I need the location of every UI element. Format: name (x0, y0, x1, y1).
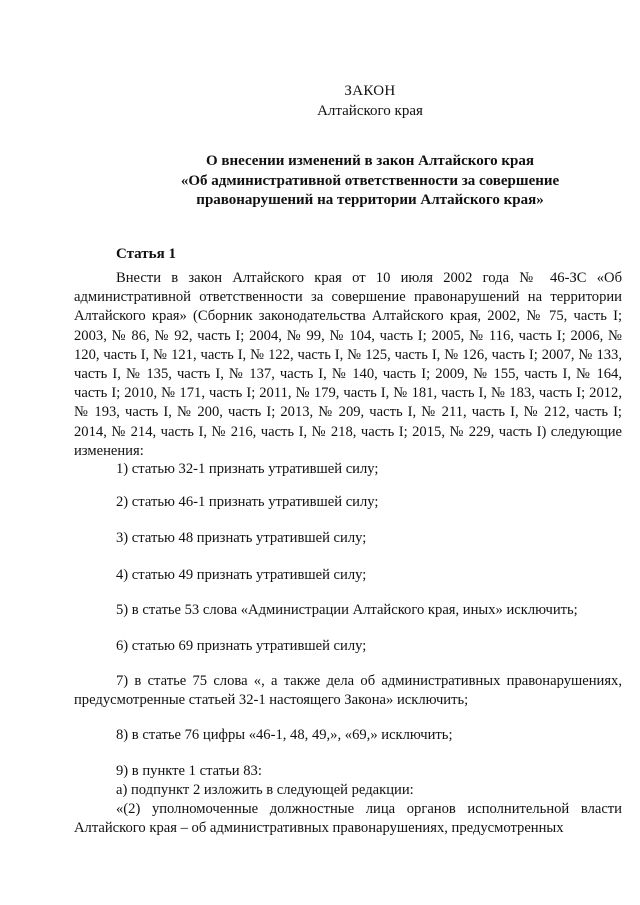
subject-line-3: правонарушений на территории Алтайского края» (196, 192, 544, 208)
list-item: 3) статью 48 признать утратившей силу; (116, 530, 367, 546)
article-heading: Статья 1 (116, 246, 176, 262)
list-item: 2) статью 46-1 признать утратившей силу; (116, 494, 379, 510)
list-item: 7) в статье 75 слова «, а также дела об административных правонарушениях, предусмотренные статьей 32-1 настоящего Закона» исключить; (74, 673, 622, 709)
list-item: 6) статью 69 признать утратившей силу; (116, 638, 367, 654)
law-title: ЗАКОН (344, 83, 396, 99)
subject-line-1: О внесении изменений в закон Алтайского края (205, 153, 535, 169)
list-item: а) подпункт 2 изложить в следующей редакции: (116, 782, 414, 798)
subject-line-2: «Об административной ответственности за совершение (180, 172, 560, 189)
article-intro-paragraph: Внести в закон Алтайского края от 10 июля 2002 года № 46-ЗС «Об административной ответственности за совершение правонарушений на территории Алтайского края» (Сборник законодательства Алтайского края, 2002, № 75, часть I; 2003, № 86, № 92, часть I; 2004, № 99, № 104, часть I; 2005, № 116, часть I; 2006, № 120, часть I, № 121, часть I, № 122, часть I, № 125, часть I, № 126, часть I; 2007, № 133, часть I, № 135, часть I, № 137, часть I, № 140, часть I; 2009, № 155, часть I, № 164, часть I; 2010, № 171, часть I; 2011, № 179, часть I, № 181, часть I, № 183, часть I; 2012, № 193, часть I, № 200, часть I; 2013, № 209, часть I, № 211, часть I, № 212, часть I; 2014, № 214, часть I, № 216, часть I, № 218, часть I; 2015, № 229, часть I) следующие изменения: (74, 270, 622, 459)
list-item: 5) в статье 53 слова «Администрации Алтайского края, иных» исключить; (116, 602, 578, 618)
list-item: «(2) уполномоченные должностные лица органов исполнительной власти Алтайского края – об административных правонарушениях, предусмотренных (74, 801, 622, 837)
list-item: 9) в пункте 1 статьи 83: (116, 763, 262, 779)
list-item: 1) статью 32-1 признать утратившей силу; (116, 461, 379, 477)
list-item: 4) статью 49 признать утратившей силу; (116, 567, 367, 583)
law-subject (50, 152, 640, 211)
list-item: 8) в статье 76 цифры «46-1, 48, 49,», «69,» исключить; (116, 727, 453, 743)
law-region: Алтайского края (317, 103, 423, 119)
